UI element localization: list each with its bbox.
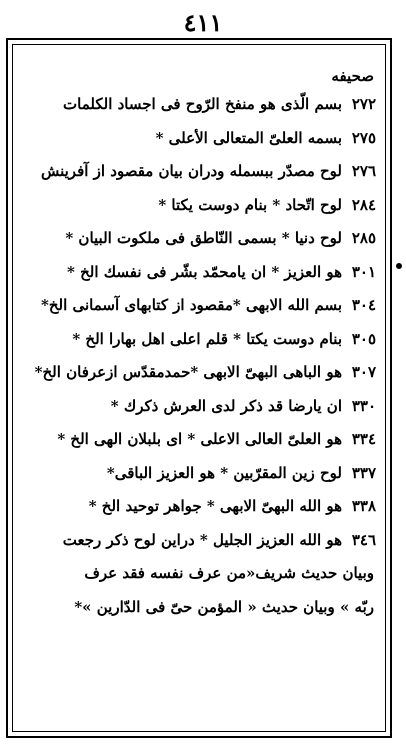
entry-page-number: ٢٧٢: [351, 95, 376, 113]
toc-entries: [12, 88, 382, 557]
entry-title: هو العزيز * ان يامحمّد بشّر فى نفسك الخ *: [67, 262, 342, 281]
entry-title: بسم الله الابهى *مقصود از كتابهاى آسمانى الخ*: [40, 296, 342, 314]
toc-entry: [12, 189, 382, 223]
toc-entry: [12, 155, 382, 189]
entry-page-number: ٣٠١: [351, 262, 376, 281]
entry-continuation-line: ربّه » وبيان حديث « المؤمن حىّ فى الدّارين »*: [74, 597, 374, 616]
entry-title: لوح اتّحاد * بنام دوست يكتا *: [158, 195, 342, 214]
entry-title: هو الله البهىّ الابهى * جواهر توحيد الخ *: [88, 497, 342, 515]
entry-title: هو الباهى البهىّ الابهى *حمدمقدّس ازعرفان الخ*: [34, 363, 342, 381]
column-heading: صحيفه: [331, 67, 374, 85]
entry-page-number: ٣٣٨: [351, 497, 376, 515]
entry-title: لوح دنيا * بسمى النّاطق فى ملكوت البيان *: [65, 229, 342, 247]
entry-page-number: ٣٣٠: [351, 396, 376, 415]
toc-entry: [12, 289, 382, 323]
entry-page-number: ٣٠٤: [351, 296, 376, 314]
table-of-contents: [12, 64, 382, 624]
toc-entry: [12, 88, 382, 122]
toc-entry: [12, 256, 382, 290]
toc-entry: [12, 122, 382, 156]
toc-entry: [12, 490, 382, 524]
entry-title: بسمه العلىّ المتعالى الأعلى *: [155, 128, 342, 147]
entry-page-number: ٢٨٥: [351, 229, 376, 247]
margin-dot: [396, 263, 402, 269]
entry-title: لوح مصدّر ببسمله ودران بيان مقصود از آفرينش: [40, 162, 342, 180]
toc-entry: [12, 356, 382, 390]
toc-entry: [12, 457, 382, 491]
entry-page-number: ٢٧٦: [351, 162, 376, 180]
toc-entry: [12, 423, 382, 457]
entry-page-number: ٣٠٥: [351, 329, 376, 348]
toc-continuation: [12, 557, 382, 624]
entry-title: بسم الّذى هو منفخ الرّوح فى اجساد الكلمات: [63, 95, 342, 113]
toc-entry: [12, 524, 382, 558]
entry-title: لوح زين المقرّبين * هو العزيز الباقى*: [106, 463, 342, 482]
entry-title: بنام دوست يكتا * قلم اعلى اهل بهارا الخ *: [72, 329, 342, 348]
entry-title: ان يارضا قد ذكر لدى العرش ذكرك *: [110, 396, 342, 415]
entry-title: هو الله العزيز الجليل * دراين لوح ذكر رجعت: [62, 530, 342, 549]
entry-continuation-line: وبيان حديث شريف«من عرف نفسه فقد عرف: [84, 564, 374, 582]
entry-title: هو العلىّ العالى الاعلى * اى بلبلان الهى الخ *: [57, 430, 342, 448]
entry-page-number: ٣٣٤: [351, 430, 376, 448]
page-number: ٤١١: [183, 8, 223, 37]
toc-entry: [12, 222, 382, 256]
entry-page-number: ٢٨٤: [351, 195, 376, 214]
toc-entry: [12, 323, 382, 357]
entry-page-number: ٣٠٧: [351, 363, 376, 381]
entry-page-number: ٣٤٦: [351, 530, 376, 549]
entry-page-number: ٢٧٥: [351, 128, 376, 147]
toc-entry: [12, 390, 382, 424]
entry-page-number: ٣٣٧: [351, 463, 376, 482]
